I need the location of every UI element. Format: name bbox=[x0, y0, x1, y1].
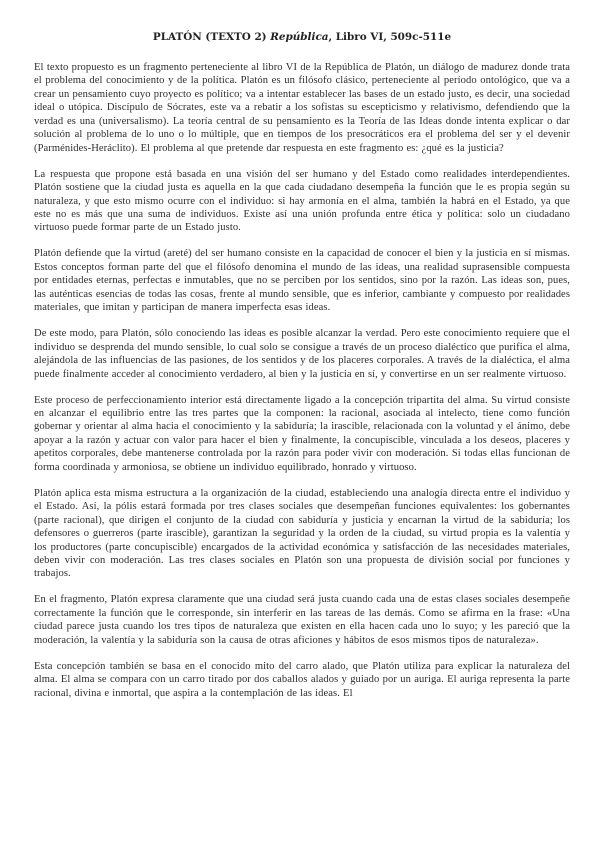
title-suffix: , Libro VI, 509c-511e bbox=[328, 31, 452, 43]
paragraph-tripartite-soul: Este proceso de perfeccionamiento interior está directamente ligado a la concepción tripartita del alma. Su virtud consiste en alcanzar el equilibrio entre las tres partes que la componen: la racional, asociada al intelecto, tiene como función gobernar y orientar al alma hacia el conocimiento y la sabiduría; la irascible, relacionada con la voluntad y el ánimo, debe apoyar a la razón y actuar con valor para hacer el bien y finalmente, la concupiscible, vinculada a los deseos, placeres y apetitos corporales, debe mantenerse controlada por la razón para poder vivir con moderación. Si todas ellas funcionan de forma coordinada y armoniosa, se obtiene un individuo equilibrado, honrado y virtuoso. bbox=[34, 394, 570, 473]
paragraph-social-classes: Platón aplica esta misma estructura a la organización de la ciudad, estableciendo una analogía directa entre el individuo y el Estado. Así, la pólis estará formada por tres clases sociales que desempeñan funciones equivalentes: los gobernantes (parte racional), que dirigen el conjunto de la ciudad con sabiduría y justicia y encarnan la virtud de la sabiduría; los defensores o guerreros (parte irascible), garantizan la seguridad y la orden de la ciudad, su virtud propia es la valentía y los productores (parte concupiscible) encargados de la actividad económica y satisfacción de las necesidades materiales, deben vivir con moderación. Las tres clases sociales en Platón son una propuesta de división social por funciones y trabajos. bbox=[34, 487, 570, 580]
paragraph-winged-chariot: Esta concepción también se basa en el conocido mito del carro alado, que Platón utiliza para explicar la naturaleza del alma. El alma se compara con un carro tirado por dos caballos alados y guiado por un auriga. El auriga representa la parte racional, divina e inmortal, que aspira a la contemplación de las ideas. El bbox=[34, 660, 570, 699]
paragraph-fragment-quote: En el fragmento, Platón expresa claramente que una ciudad será justa cuando cada una de estas clases sociales desempeñe correctamente la función que le corresponde, sin interferir en las tareas de las demás. Como se afirma en la frase: «Una ciudad parece justa cuando los tres tipos de naturaleza que existen en ella hacen cada uno lo suyo; y les pareció que la moderación, la valentía y la sabiduría son la causa de otras aficiones y hábitos de esos mismos tipos de naturaleza». bbox=[34, 594, 570, 646]
title-prefix: PLATÓN (TEXTO 2) bbox=[152, 31, 271, 43]
document-title bbox=[34, 30, 570, 44]
paragraph-virtue-and-ideas: Platón defiende que la virtud (areté) del ser humano consiste en la capacidad de conocer el bien y la justicia en sí mismas. Estos conceptos forman parte del que el filósofo denomina el mundo de las ideas, una realidad suprasensible compuesta por entidades eternas, perfectas e inmutables, que no se perciben por los sentidos, sino por la razón. Las ideas son, pues, las auténticas esencias de todas las cosas, frente al mundo sensible, que es inferior, cambiante y compuesto por realidades materiales, que imitan y participan de manera imperfecta esas ideas. bbox=[34, 248, 570, 314]
paragraph-state-and-individual: La respuesta que propone está basada en una visión del ser humano y del Estado como realidades interdependientes. Platón sostiene que la ciudad justa es aquella en la que cada ciudadano desempeña la función que le es propia según su naturaleza, y que esto mismo ocurre con el individuo: si hay armonía en el alma, también la habrá en el Estado, ya que este no es más que una suma de individuos. Existe así una unión profunda entre ética y política: solo un ciudadano virtuoso puede formar parte de un Estado justo. bbox=[34, 168, 570, 234]
title-work: República bbox=[270, 31, 329, 43]
paragraph-dialectic: De este modo, para Platón, sólo conociendo las ideas es posible alcanzar la verdad. Pero este conocimiento requiere que el individuo se desprenda del mundo sensible, lo cual solo se consigue a través de un proceso dialéctico que purifica el alma, alejándola de las influencias de las pasiones, de los sentidos y de los placeres corporales. A través de la dialéctica, el alma puede finalmente acceder al conocimiento verdadero, al bien y la justicia en sí, y convertirse en un ser realmente virtuoso. bbox=[34, 328, 570, 380]
paragraph-introduction: El texto propuesto es un fragmento perteneciente al libro VI de la República de Platón, un diálogo de madurez donde trata el problema del conocimiento y de la política. Platón es un filósofo clásico, perteneciente al período ontológico, que va a crear un pensamiento cuyo proyecto es político; va a intentar establecer las bases de un estado justo, es decir, una sociedad ideal o utópica. Discípulo de Sócrates, este va a rebatir a los sofistas su escepticismo y relativismo, defendiendo que la verdad es una (universalismo). La teoría central de su pensamiento es la Teoría de las Ideas donde intenta explicar o dar solución al problema de lo uno o lo múltiple, que en tiempos de los presocráticos era el problema del ser y el devenir (Parménides-Heráclito). El problema al que pretende dar respuesta en este fragmento es: ¿qué es la justicia? bbox=[34, 62, 570, 154]
